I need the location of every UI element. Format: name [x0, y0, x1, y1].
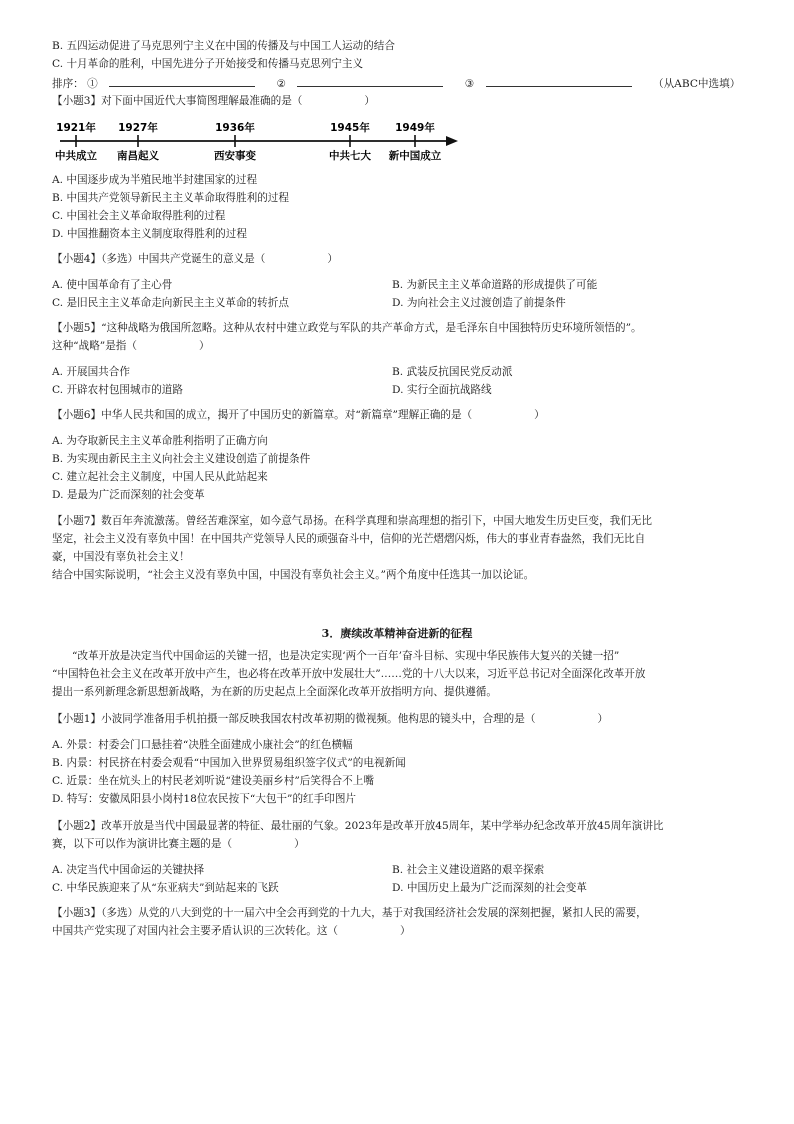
q3-stem: 【小题3】对下面中国近代大事简图理解最准确的是（: [52, 95, 303, 107]
s3-q2-close: ）: [294, 838, 305, 850]
q5-option-d[interactable]: D. 实行全面抗战路线: [392, 384, 492, 396]
timeline-year-1: 1927年: [118, 122, 158, 134]
timeline-event-0: 中共成立: [55, 150, 97, 162]
q5-stem-line-1: 【小题5】“这种战略为俄国所忽略。这种从农村中建立政党与军队的共产革命方式，是毛泽东自中国独特历史环境所领悟的”。: [52, 322, 642, 334]
sort-blank-2[interactable]: [297, 74, 443, 87]
s3-q1-close: ）: [597, 713, 609, 725]
q5-option-b[interactable]: B. 武装反抗国民党反动派: [392, 366, 513, 378]
s3-q2-option-c[interactable]: C. 中华民族迎来了从“东亚病夫”到站起来的飞跃: [52, 882, 279, 894]
q6-option-a[interactable]: A. 为夺取新民主主义革命胜利指明了正确方向: [52, 435, 268, 447]
s3-q2-stem-line-1: 【小题2】改革开放是当代中国最显著的特征、最壮丽的气象。2023年是改革开放45周年，某中学举办纪念改革开放45周年演讲比: [52, 820, 664, 832]
sort-mark-3: ③: [464, 78, 475, 90]
q3-option-a[interactable]: A. 中国逐步成为半殖民地半封建国家的过程: [52, 174, 258, 186]
q5-option-c[interactable]: C. 开辟农村包围城市的道路: [52, 384, 183, 396]
timeline-event-2: 西安事变: [214, 150, 256, 162]
s3-q3-stem-line-2: 中国共产党实现了对国内社会主要矛盾认识的三次转化。这（: [52, 925, 339, 937]
sort-label: 排序：: [52, 78, 84, 90]
sort-blank-1[interactable]: [109, 74, 255, 87]
sort-option-c: C. 十月革命的胜利，中国先进分子开始接受和传播马克思列宁主义: [52, 58, 364, 70]
q7-line-3: 豪，中国没有辜负社会主义！: [52, 551, 190, 563]
q6-option-d[interactable]: D. 是最为广泛而深刻的社会变革: [52, 489, 205, 501]
q7-prompt: 结合中国实际说明，“社会主义没有辜负中国，中国没有辜负社会主义。”两个角度中任选其一加以论证。: [52, 569, 535, 581]
q5-close: ）: [199, 340, 210, 352]
s3-q2-option-a[interactable]: A. 决定当代中国命运的关键抉择: [52, 864, 205, 876]
q3-stem-row: [52, 93, 375, 109]
sort-hint: （从ABC中选填）: [653, 78, 741, 90]
history-timeline: [55, 120, 460, 162]
q4-option-d[interactable]: D. 为向社会主义过渡创造了前提条件: [392, 297, 566, 309]
timeline-year-4: 1949年: [395, 122, 435, 134]
sort-option-b: B. 五四运动促进了马克思列宁主义在中国的传播及与中国工人运动的结合: [52, 40, 395, 52]
q3-option-b[interactable]: B. 中国共产党领导新民主主义革命取得胜利的过程: [52, 192, 289, 204]
s3-q3-close: ）: [400, 925, 411, 937]
q6-stem: 【小题6】中华人民共和国的成立，揭开了中国历史的新篇章。对“新篇章”理解正确的是（: [52, 409, 473, 421]
q3-option-c[interactable]: C. 中国社会主义革命取得胜利的过程: [52, 210, 226, 222]
timeline-year-2: 1936年: [215, 122, 255, 134]
s3-q2-option-b[interactable]: B. 社会主义建设道路的艰辛探索: [392, 864, 545, 876]
sort-answer-row: [52, 74, 740, 92]
timeline-event-3: 中共七大: [329, 150, 371, 162]
q7-line-1: 【小题7】数百年奔流激荡。曾经苦难深室，如今意气昂扬。在科学真理和崇高理想的指引下，中国大地发生历史巨变，我们无比: [52, 515, 652, 527]
sort-mark-1: ①: [87, 78, 98, 90]
s3-q2-stem-row: [52, 836, 305, 852]
timeline-event-4: 新中国成立: [388, 150, 442, 162]
s3-q1-stem-row: [52, 711, 608, 727]
timeline-event-1: 南昌起义: [117, 150, 159, 162]
q3-option-d[interactable]: D. 中国推翻资本主义制度取得胜利的过程: [52, 228, 247, 240]
q5-stem-line-2: 这种“战略”是指（: [52, 340, 137, 352]
q4-stem-row: [52, 251, 338, 267]
section-3-title: 3．赓续改革精神奋进新的征程: [321, 627, 473, 640]
q4-stem: 【小题4】（多选）中国共产党诞生的意义是（: [52, 253, 266, 265]
q6-option-b[interactable]: B. 为实现由新民主主义向社会主义建设创造了前提条件: [52, 453, 311, 465]
intro-line-2: “中国特色社会主义在改革开放中产生，也必将在改革开放中发展壮大”……党的十八大以来，习近平总书记对全面深化改革开放: [52, 668, 646, 680]
s3-q2-option-d[interactable]: D. 中国历史上最为广泛而深刻的社会变革: [392, 882, 587, 894]
timeline-year-3: 1945年: [330, 122, 370, 134]
q4-option-c[interactable]: C. 是旧民主主义革命走向新民主主义革命的转折点: [52, 297, 289, 309]
timeline-arrow-icon: [446, 136, 458, 146]
sort-blank-3[interactable]: [486, 74, 632, 87]
intro-line-3: 提出一系列新理念新思想新战略，为在新的历史起点上全面深化改革开放指明方向、提供遵循。: [52, 686, 497, 698]
intro-line-1: “改革开放是决定当代中国命运的关键一招，也是决定实现‘两个一百年’奋斗目标、实现中华民族伟大复兴的关键一招”: [72, 650, 620, 662]
q4-option-a[interactable]: A. 使中国革命有了主心骨: [52, 279, 173, 291]
s3-q3-stem-row: [52, 923, 411, 939]
s3-q2-stem-line-2: 赛，以下可以作为演讲比赛主题的是（: [52, 838, 233, 850]
s3-q1-option-a[interactable]: A. 外景：村委会门口悬挂着“决胜全面建成小康社会”的红色横幅: [52, 739, 353, 751]
q4-close: ）: [327, 253, 338, 265]
timeline-year-0: 1921年: [56, 122, 96, 134]
q6-option-c[interactable]: C. 建立起社会主义制度，中国人民从此站起来: [52, 471, 268, 483]
q3-close: ）: [364, 95, 375, 107]
s3-q1-option-b[interactable]: B. 内景：村民挤在村委会观看“中国加入世界贸易组织签字仪式”的电视新闻: [52, 757, 406, 769]
q4-option-b[interactable]: B. 为新民主主义革命道路的形成提供了可能: [392, 279, 598, 291]
q6-stem-row: [52, 407, 545, 423]
q6-close: ）: [534, 409, 545, 421]
q7-line-2: 坚定，社会主义没有辜负中国！在中国共产党领导人民的顽强奋斗中，信仰的光芒熠熠闪烁，伟大的事业青春盎然，我们无比自: [52, 533, 646, 545]
s3-q1-option-d[interactable]: D. 特写：安徽凤阳县小岗村18位农民按下“大包干”的红手印图片: [52, 793, 357, 805]
s3-q1-option-c[interactable]: C. 近景：坐在炕头上的村民老刘听说“建设美丽乡村”后笑得合不上嘴: [52, 775, 374, 787]
q5-stem-row: [52, 338, 210, 354]
s3-q1-stem: 【小题1】小波同学准备用手机拍摄一部反映我国农村改革初期的微视频。他构思的镜头中，合理的是（: [52, 713, 536, 725]
sort-mark-2: ②: [276, 78, 286, 90]
s3-q3-stem-line-1: 【小题3】（多选）从党的八大到党的十一届六中全会再到党的十九大，基于对我国经济社会发展的深刻把握，紧扣人民的需要，: [52, 907, 647, 919]
q5-option-a[interactable]: A. 开展国共合作: [52, 366, 130, 378]
